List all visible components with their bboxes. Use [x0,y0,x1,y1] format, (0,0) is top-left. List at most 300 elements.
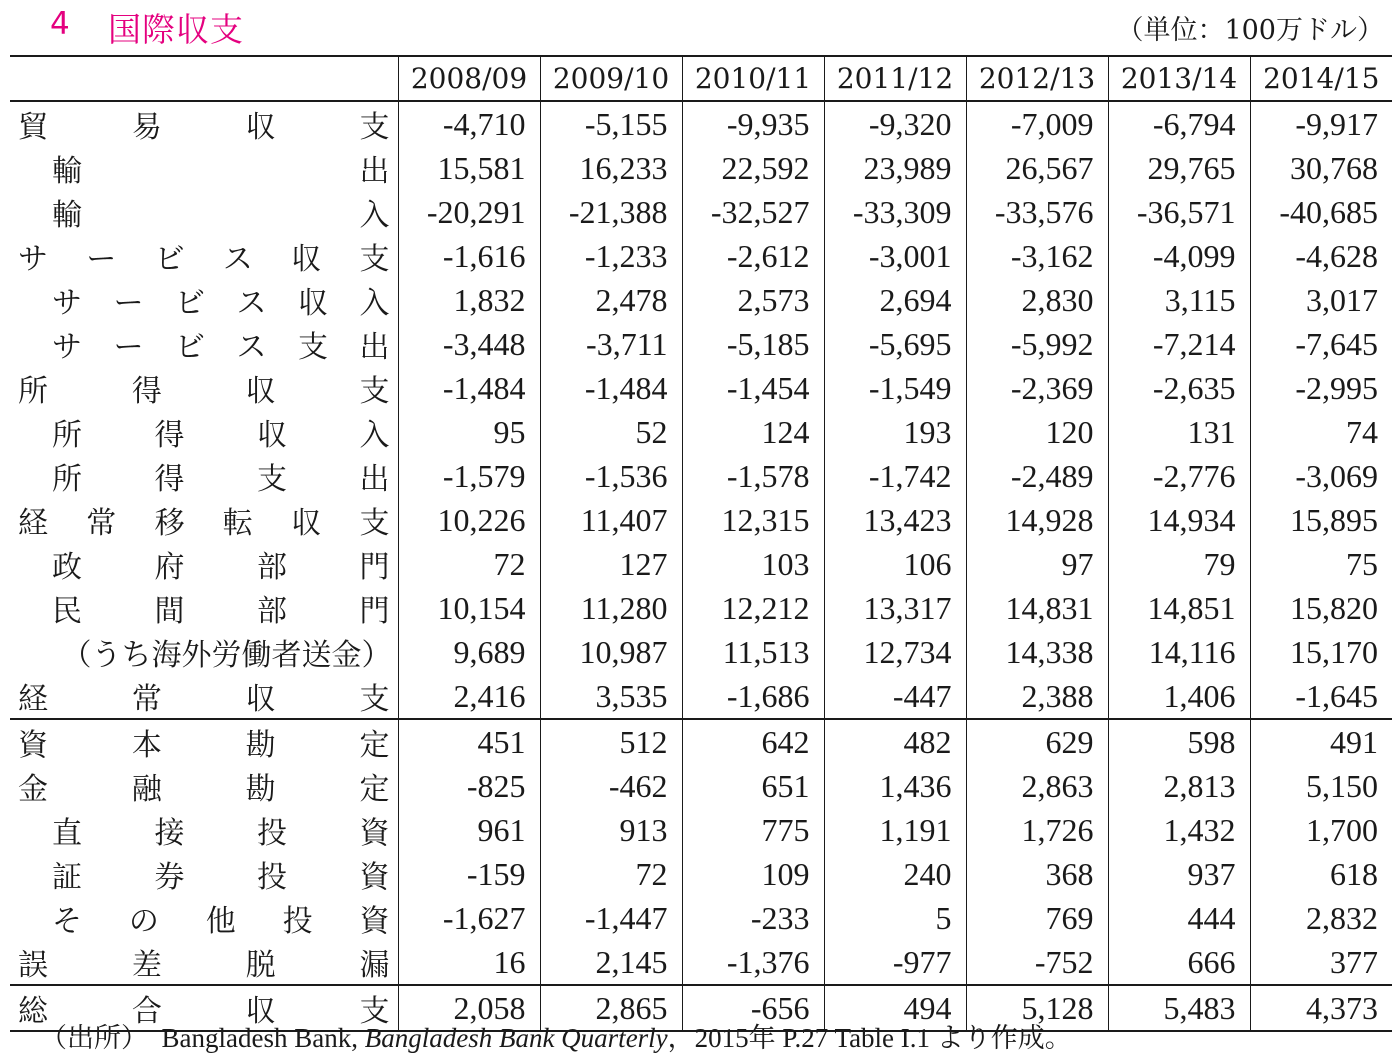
row-label-char: 接 [154,816,185,851]
value-cell: 642 [682,719,824,764]
table-row [10,719,1392,764]
row-label-char: 転 [222,506,253,541]
value-cell: 1,436 [824,764,966,808]
row-label-cell [10,234,398,278]
value-cell: -3,162 [966,234,1108,278]
row-label-char: 投 [282,904,313,939]
table-row [10,498,1392,542]
value-cell: -36,571 [1108,190,1250,234]
value-cell: 109 [682,852,824,896]
row-label-char: 収 [245,682,276,717]
row-label-char: ビ [175,330,205,365]
value-cell: 3,115 [1108,278,1250,322]
section-title: 国際収支 [108,10,244,49]
value-cell: -1,579 [398,454,540,498]
value-cell: 1,191 [824,808,966,852]
row-label [10,808,398,852]
row-label-char: サ [52,330,82,365]
value-cell: 1,832 [398,278,540,322]
value-cell: 14,116 [1108,630,1250,674]
value-cell: 12,734 [824,630,966,674]
value-cell: 11,513 [682,630,824,674]
row-label-char: 所 [52,462,82,497]
value-cell: 13,423 [824,498,966,542]
row-label-cell [10,940,398,985]
value-cell: 16 [398,940,540,985]
row-label-text: （うち海外労働者送金） [61,638,392,673]
row-label-char: 投 [257,816,287,851]
value-cell: -3,069 [1250,454,1392,498]
value-cell: -2,776 [1108,454,1250,498]
value-cell: 2,832 [1250,896,1392,940]
value-cell: 120 [966,410,1108,454]
row-label-char: ビ [154,242,185,277]
table-row [10,808,1392,852]
value-cell: 618 [1250,852,1392,896]
row-label-char: 政 [52,550,82,585]
value-cell: -2,612 [682,234,824,278]
row-label-char: 支 [359,110,390,145]
row-label-char: 輸 [52,154,82,189]
value-cell: -5,155 [540,101,682,146]
column-header: 2011/12 [824,56,966,101]
value-cell: 368 [966,852,1108,896]
row-label [10,454,398,498]
row-label-cell [10,410,398,454]
value-cell: -977 [824,940,966,985]
row-label-char: 誤 [18,948,48,983]
value-cell: 16,233 [540,146,682,190]
table-row [10,586,1392,630]
row-label [10,102,398,146]
column-header: 2013/14 [1108,56,1250,101]
value-cell: 103 [682,542,824,586]
value-cell: 11,280 [540,586,682,630]
row-label-char: 支 [359,994,390,1029]
value-cell: -1,484 [540,366,682,410]
table-row [10,190,1392,234]
row-label [10,630,398,674]
value-cell: -21,388 [540,190,682,234]
row-label-cell [10,190,398,234]
value-cell: 75 [1250,542,1392,586]
row-label-char: 支 [359,506,390,541]
value-cell: 512 [540,719,682,764]
value-cell: -2,369 [966,366,1108,410]
value-cell: -656 [682,985,824,1031]
column-header: 2014/15 [1250,56,1392,101]
row-label-cell [10,719,398,764]
value-cell: -1,686 [682,674,824,719]
value-cell: 15,820 [1250,586,1392,630]
row-label-char: 出 [359,462,390,497]
row-label-char: 経 [18,506,48,541]
value-cell: 9,689 [398,630,540,674]
row-label-char: 門 [359,594,390,629]
value-cell: -33,576 [966,190,1108,234]
value-cell: -3,711 [540,322,682,366]
value-cell: 1,726 [966,808,1108,852]
row-label-cell [10,586,398,630]
value-cell: 12,315 [682,498,824,542]
value-cell: 14,851 [1108,586,1250,630]
value-cell: -9,917 [1250,101,1392,146]
row-label-char: 資 [359,860,390,895]
table-row [10,278,1392,322]
value-cell: -6,794 [1108,101,1250,146]
column-header: 2008/09 [398,56,540,101]
row-label-cell [10,278,398,322]
value-cell: 72 [398,542,540,586]
table-row [10,454,1392,498]
value-cell: 26,567 [966,146,1108,190]
value-cell: -1,454 [682,366,824,410]
value-cell: 127 [540,542,682,586]
row-label-cell [10,852,398,896]
row-label-char: 得 [131,374,162,409]
value-cell: 52 [540,410,682,454]
row-label-char: 他 [205,904,236,939]
table-row [10,101,1392,146]
row-label-char: 本 [131,728,162,763]
row-label-char: 券 [154,860,185,895]
value-cell: -4,628 [1250,234,1392,278]
value-cell: 2,573 [682,278,824,322]
row-label-char: 輸 [52,198,82,233]
value-cell: 1,406 [1108,674,1250,719]
value-cell: 913 [540,808,682,852]
row-label-cell [10,146,398,190]
row-label-char: そ [52,904,82,939]
row-label-char: 経 [18,682,48,717]
value-cell: 10,154 [398,586,540,630]
value-cell: 2,388 [966,674,1108,719]
row-label [10,366,398,410]
value-cell: -5,185 [682,322,824,366]
table-row [10,542,1392,586]
row-label-char: 収 [245,110,276,145]
value-cell: -752 [966,940,1108,985]
row-label-cell [10,808,398,852]
row-label [10,410,398,454]
value-cell: -1,549 [824,366,966,410]
row-label [10,234,398,278]
row-label [10,190,398,234]
row-label-char: 支 [298,330,328,365]
row-label-char: 資 [18,728,48,763]
value-cell: 14,928 [966,498,1108,542]
row-label-char: ビ [175,286,205,321]
table-row [10,410,1392,454]
value-cell: 444 [1108,896,1250,940]
row-label-cell [10,322,398,366]
value-cell: 451 [398,719,540,764]
value-cell: -1,233 [540,234,682,278]
row-label-char: 金 [18,772,48,807]
row-label-char: ス [222,242,253,277]
value-cell: -2,489 [966,454,1108,498]
column-header: 2009/10 [540,56,682,101]
row-label-char: ー [113,330,144,365]
column-header: 2010/11 [682,56,824,101]
row-label-char: 部 [257,550,287,585]
value-cell: 15,170 [1250,630,1392,674]
row-label-char: 収 [245,374,276,409]
row-label-char: 融 [131,772,162,807]
value-cell: -2,995 [1250,366,1392,410]
row-label-char: 資 [359,904,390,939]
value-cell: 1,432 [1108,808,1250,852]
row-label [10,764,398,808]
value-cell: 2,478 [540,278,682,322]
value-cell: -1,484 [398,366,540,410]
value-cell: 377 [1250,940,1392,985]
row-label-char: 入 [359,418,390,453]
value-cell: 10,226 [398,498,540,542]
row-label-char: 収 [298,286,328,321]
value-cell: 14,831 [966,586,1108,630]
value-cell: -447 [824,674,966,719]
row-label-char: 入 [359,198,390,233]
row-label-char: サ [52,286,82,321]
value-cell: 2,694 [824,278,966,322]
row-label [10,278,398,322]
value-cell: 651 [682,764,824,808]
row-label-char: 収 [245,994,276,1029]
balance-of-payments-table [10,55,1392,1032]
value-cell: 97 [966,542,1108,586]
value-cell: 29,765 [1108,146,1250,190]
row-label-char: 差 [131,948,162,983]
row-label-char: サ [18,242,48,277]
value-cell: -2,635 [1108,366,1250,410]
value-cell: 937 [1108,852,1250,896]
value-cell: 15,581 [398,146,540,190]
row-label-char: 易 [131,110,162,145]
value-cell: -9,935 [682,101,824,146]
row-label-char: 所 [18,374,48,409]
value-cell: 598 [1108,719,1250,764]
value-cell: -4,710 [398,101,540,146]
row-label-char: の [128,904,159,939]
row-label [10,322,398,366]
value-cell: 2,416 [398,674,540,719]
value-cell: 193 [824,410,966,454]
table-row [10,234,1392,278]
row-label-char: 貿 [18,110,48,145]
value-cell: -1,645 [1250,674,1392,719]
value-cell: 2,813 [1108,764,1250,808]
row-label [10,674,398,718]
value-cell: 14,934 [1108,498,1250,542]
row-label-char: 得 [154,462,185,497]
value-cell: -233 [682,896,824,940]
table-row [10,366,1392,410]
unit-note: （単位：100万ドル） [1116,15,1384,46]
value-cell: 494 [824,985,966,1031]
value-cell: 74 [1250,410,1392,454]
row-label [10,720,398,764]
table-body [10,101,1392,1031]
row-label-cell [10,454,398,498]
row-label-char: 常 [86,506,117,541]
value-cell: 15,895 [1250,498,1392,542]
value-cell: -1,447 [540,896,682,940]
section-header [0,0,1400,50]
row-label-char: 総 [18,994,48,1029]
row-label-char: 勘 [245,728,276,763]
value-cell: 72 [540,852,682,896]
row-label-char: ー [113,286,144,321]
value-cell: 22,592 [682,146,824,190]
row-label [10,852,398,896]
row-label-char: 得 [154,418,185,453]
row-label-char: ス [236,286,267,321]
value-cell: -1,742 [824,454,966,498]
value-cell: 10,987 [540,630,682,674]
value-cell: -7,645 [1250,322,1392,366]
section-number: 4 [50,6,70,42]
row-label-char: 民 [52,594,82,629]
column-header: 2012/13 [966,56,1108,101]
value-cell: 482 [824,719,966,764]
value-cell: -5,695 [824,322,966,366]
value-cell: 23,989 [824,146,966,190]
row-label-char: 部 [257,594,287,629]
table-row [10,322,1392,366]
value-cell: 1,700 [1250,808,1392,852]
table-row [10,674,1392,719]
row-label-char: 入 [359,286,390,321]
value-cell: 775 [682,808,824,852]
row-label-char: 合 [131,994,162,1029]
value-cell: 961 [398,808,540,852]
source-note [40,1016,1072,1055]
row-label-cell [10,764,398,808]
value-cell: -3,448 [398,322,540,366]
value-cell: -32,527 [682,190,824,234]
value-cell: 240 [824,852,966,896]
value-cell: 491 [1250,719,1392,764]
value-cell: -1,376 [682,940,824,985]
row-label-char: 収 [291,506,322,541]
value-cell: -33,309 [824,190,966,234]
value-cell: 14,338 [966,630,1108,674]
table-row [10,764,1392,808]
value-cell: -40,685 [1250,190,1392,234]
row-label-char: 定 [359,772,390,807]
source-suffix: ，2015年 P.27 Table I.1 より作成。 [667,1023,1072,1053]
value-cell: -9,320 [824,101,966,146]
row-label-char: 支 [359,242,390,277]
row-label-char: 証 [52,860,82,895]
table-row [10,940,1392,985]
row-label-cell [10,542,398,586]
source-prefix: （出所） Bangladesh Bank, [40,1023,365,1053]
row-label-char: 常 [131,682,162,717]
row-label-char: 収 [291,242,322,277]
row-label-char: 投 [257,860,287,895]
row-label [10,940,398,984]
table-row [10,146,1392,190]
value-cell: 106 [824,542,966,586]
row-label-char: 直 [52,816,82,851]
row-label-char: 資 [359,816,390,851]
value-cell: -1,627 [398,896,540,940]
row-label-char: 府 [154,550,185,585]
row-label-cell [10,101,398,146]
value-cell: -462 [540,764,682,808]
row-label-char: ー [86,242,117,277]
value-cell: 2,865 [540,985,682,1031]
value-cell: 5,483 [1108,985,1250,1031]
value-cell: 95 [398,410,540,454]
row-label-char: 漏 [359,948,390,983]
row-label-char: 移 [154,506,185,541]
table-row [10,852,1392,896]
value-cell: 2,830 [966,278,1108,322]
value-cell: -7,009 [966,101,1108,146]
row-label-cell [10,498,398,542]
row-label-char: 門 [359,550,390,585]
row-label-cell [10,630,398,674]
value-cell: 4,373 [1250,985,1392,1031]
source-publication: Bangladesh Bank Quarterly [364,1023,668,1053]
value-cell: 30,768 [1250,146,1392,190]
row-label-cell [10,896,398,940]
row-label [10,586,398,630]
row-label-char: 脱 [245,948,276,983]
row-label-cell [10,366,398,410]
row-label-char: 収 [257,418,287,453]
table-row [10,896,1392,940]
value-cell: -825 [398,764,540,808]
value-cell: -5,992 [966,322,1108,366]
value-cell: 2,058 [398,985,540,1031]
value-cell: 629 [966,719,1108,764]
value-cell: 13,317 [824,586,966,630]
value-cell: -3,001 [824,234,966,278]
row-label [10,896,398,940]
row-label-char: 勘 [245,772,276,807]
value-cell: 2,863 [966,764,1108,808]
value-cell: 769 [966,896,1108,940]
row-label-cell [10,674,398,719]
value-cell: -1,536 [540,454,682,498]
row-label-char: ス [236,330,267,365]
table-header-row [10,56,1392,101]
row-label [10,146,398,190]
value-cell: 131 [1108,410,1250,454]
row-label-char: 出 [359,154,390,189]
header-blank-cell [10,56,398,101]
value-cell: 3,535 [540,674,682,719]
value-cell: 12,212 [682,586,824,630]
value-cell: -1,616 [398,234,540,278]
value-cell: 124 [682,410,824,454]
value-cell: 2,145 [540,940,682,985]
value-cell: -7,214 [1108,322,1250,366]
value-cell: 5,150 [1250,764,1392,808]
table-row [10,630,1392,674]
value-cell: 11,407 [540,498,682,542]
value-cell: 5 [824,896,966,940]
row-label [10,542,398,586]
row-label-char: 支 [359,374,390,409]
value-cell: -1,578 [682,454,824,498]
row-label [10,498,398,542]
value-cell: -159 [398,852,540,896]
